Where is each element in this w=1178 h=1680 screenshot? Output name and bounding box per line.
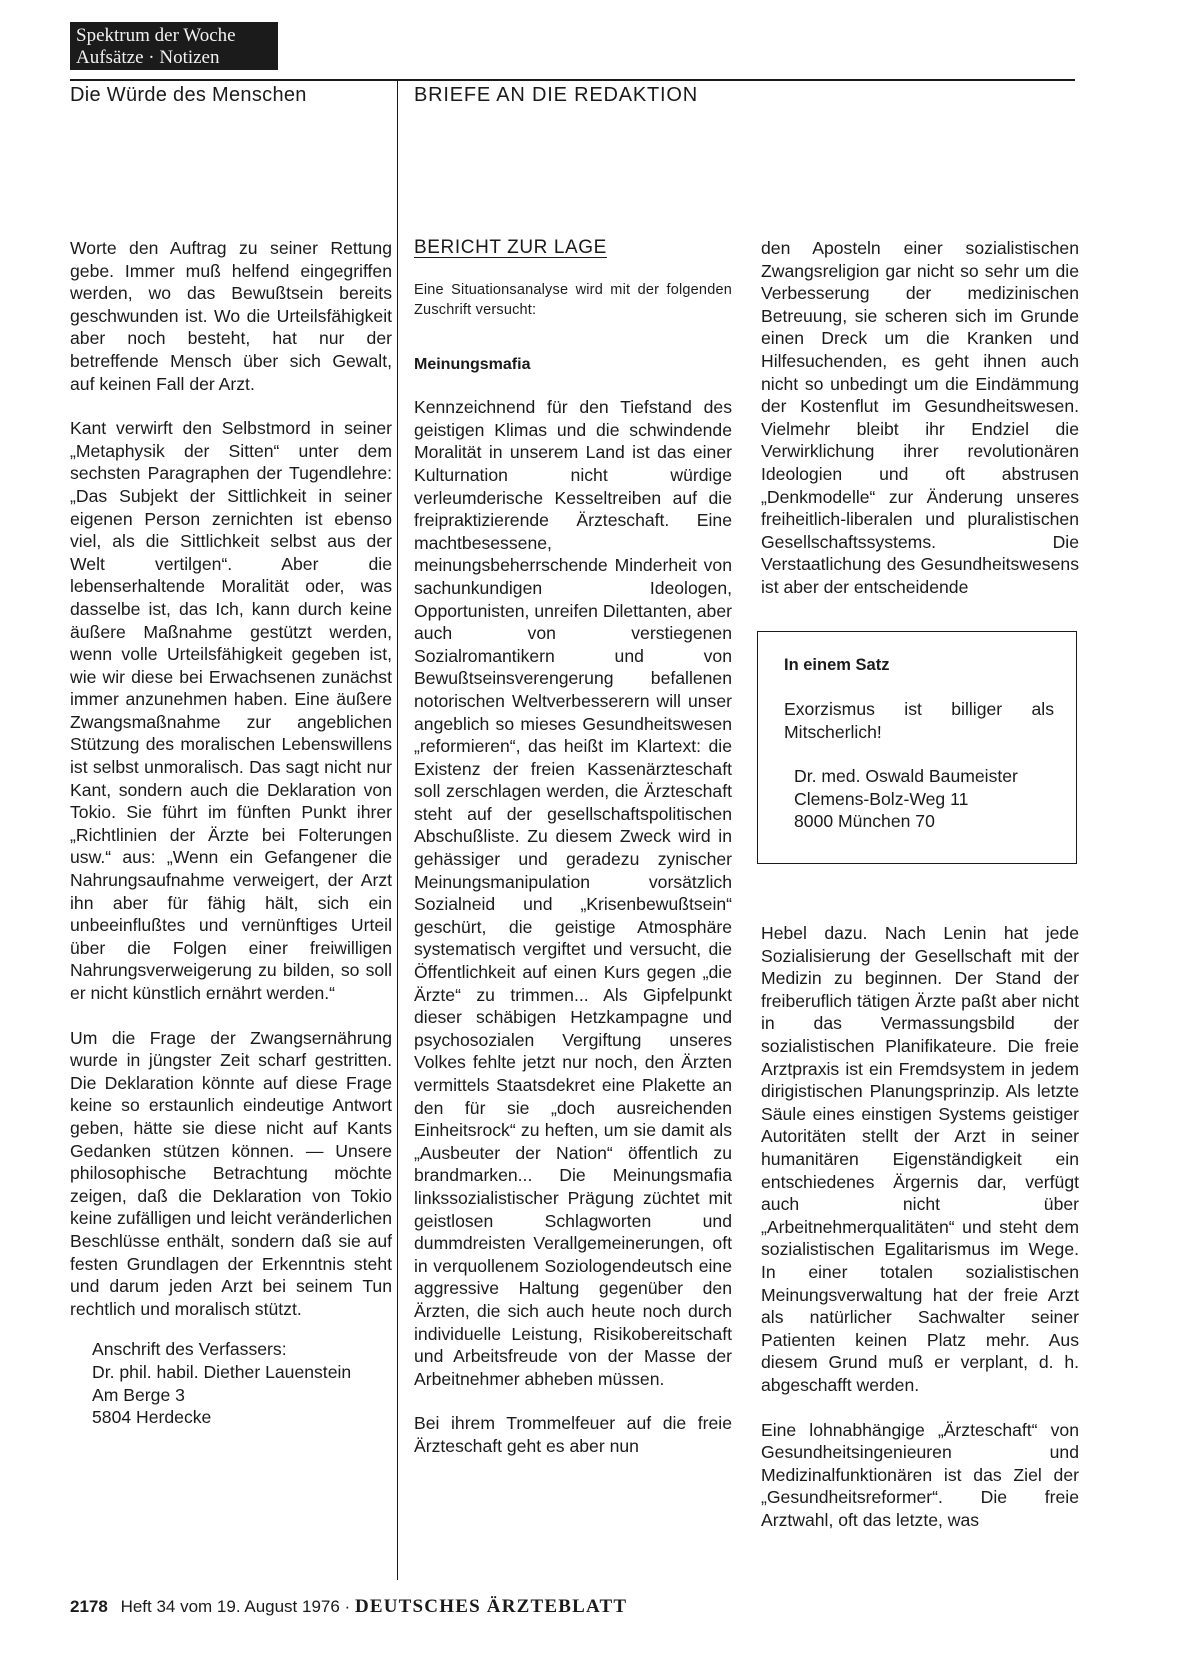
paragraph: Worte den Auftrag zu seiner Rettung gebe. Immer muß helfend eingegriffen werden, wo das Bewußtsein bereits geschwunden ist. Wo die Urteilsfähigkeit aber noch besteht, hat nur der betreffende Mensch über sich Gewalt, auf keinen Fall der Arzt. (70, 238, 392, 394)
box-quote: Exorzismus ist billiger als Mitscherlich! (784, 699, 1054, 742)
paragraph: Um die Frage der Zwangsernährung wurde in jüngster Zeit scharf gestritten. Die Deklaration könnte auf diese Frage keine so erstaunlich eindeutige Antwort geben, hätte sie diese nicht auf Kants Gedanken stützen können. — Unsere philosophische Betrachtung möchte zeigen, daß die Deklaration von Tokio keine zufälligen und leicht veränderlichen Beschlüsse enthält, sondern daß sie auf festen Grundlagen der Erkenntnis steht und darum jeden Arzt bei seinem Tun rechtlich und moralisch stützt. (70, 1027, 392, 1319)
paragraph: Kennzeichnend für den Tiefstand des geistigen Klimas und die schwindende Moralität in unserem Land ist das einer Kulturnation nicht würdige verleumderische Kesseltreiben auf die freipraktizierende Ärzteschaft. Eine machtbesessene, meinungsbeherrschende Minderheit von sachunkundigen Ideologen, Opportunisten, unreifen Dilettanten, aber auch von verstiegenen Sozialromantikern und von Bewußtseinsverengerung befallenen notorischen Weltverbesserern will unser angeblich so mieses Gesundheitswesen „reformieren“, das heißt im Klartext: die Existenz der freien Kassenärzteschaft soll zerschlagen werden, die Ärzteschaft steht auf der gesellschaftspolitischen Abschußliste. Zu diesem Zweck wird in gehässiger und geradezu zynischer Meinungsmanipulation vorsätzlich Sozialneid und „Krisenbewußtsein“ geschürt, die geistige Atmosphäre systematisch vergiftet und versucht, die Öffentlichkeit auf einen Kurs gegen „die Ärzte“ zu trimmen... Als Gipfelpunkt dieser schäbigen Hetzkampagne und psychosozialen Vergiftung unseres Volkes fehlte jetzt nur noch, den Ärzten vermittels Staatsdekret eine Plakette an den für sie „doch ausreichenden Einheitsrock“ zu heften, um sie damit als „Ausbeuter der Nation“ öffentlich zu brandmarken... Die Meinungsmafia linkssozialistischer Prägung züchtet mit geistlosen Schlagworten und dummdreisten Verallgemeinerungen, oft in verquollenem Soziologendeutsch eine aggressive Haltung gegenüber den Ärzten, die sich auch heute noch durch individuelle Leistung, Risikobereitschaft und Arbeitsfreude von der Masse der Arbeitnehmer abheben müssen. (414, 397, 732, 1389)
article-title: Die Würde des Menschen (70, 84, 307, 106)
issue-info: Heft 34 vom 19. August 1976 · (120, 1597, 351, 1616)
top-rule (70, 79, 1075, 81)
section-title: BRIEFE AN DIE REDAKTION (414, 84, 699, 106)
letter-subheading: Meinungsmafia (414, 355, 531, 373)
page-number: 2178 (70, 1597, 108, 1616)
section-label-line2: Aufsätze · Notizen (76, 47, 220, 68)
address-line: Dr. phil. habil. Diether Lauenstein (92, 1361, 352, 1382)
address-line: Clemens-Bolz-Weg 11 (794, 788, 969, 809)
letter-column-continued (761, 237, 1079, 1554)
intro-text: Eine Situationsanalyse wird mit der folgenden Zuschrift versucht: (414, 281, 732, 318)
page-footer (70, 1596, 627, 1618)
address-line: 8000 München 70 (794, 811, 935, 832)
column-divider (397, 79, 398, 1580)
magazine-name: DEUTSCHES ÄRZTEBLATT (354, 1596, 628, 1617)
paragraph: den Aposteln einer sozialistischen Zwangsreligion gar nicht so sehr um die Verbesserung der medizinischen Betreuung, sie scheren sich im Grunde einen Dreck um die Kranken und Hilfesuchenden, es geht ihnen auch nicht so unbedingt um die Eindämmung der Kostenflut im Gesundheitswesen. Vielmehr bleibt ihr Endziel die Verwirklichung ihrer revolutionären Ideologien und oft abstrusen „Denkmodelle“ zur Änderung unseres freiheitlich-liberalen und pluralistischen Gesellschaftssystems. Die Verstaatlichung des Gesundheitswesens ist aber der entscheidende (761, 238, 1079, 597)
paragraph: Bei ihrem Trommelfeuer auf die freie Ärzteschaft geht es aber nun (414, 1413, 732, 1456)
box-address (794, 765, 1054, 833)
box-title: In einem Satz (784, 655, 890, 674)
address-line: Dr. med. Oswald Baumeister (794, 766, 1018, 787)
address-line: Anschrift des Verfassers: (92, 1339, 287, 1360)
paragraph: Hebel dazu. Nach Lenin hat jede Sozialisierung der Gesellschaft mit der Medizin zu beginnen. Der Stand der freiberuflich tätigen Ärzte paßt aber nicht in das Vermassungsbild der sozialistischen Planifikateure. Die freie Arztpraxis ist ein Fremdsystem in jedem dirigistischen Planungsprinzip. Als letzte Säule eines einstigen Systems geistiger Autoritäten stellt der Arzt in seiner humanitären Eigenständigkeit ein entschiedenes Ärgernis dar, verfügt auch nicht über „Arbeitnehmerqualitäten“ und steht dem sozialistischen Egalitarismus im Wege. In einer totalen sozialistischen Meinungsverwaltung hat der freie Arzt als natürlicher Sachwalter seiner Patienten keinen Platz mehr. Aus diesem Grund muß er verplant, d. h. abgeschafft werden. (761, 923, 1079, 1395)
article-column (70, 237, 392, 1429)
paragraph: Kant verwirft den Selbstmord in seiner „Metaphysik der Sitten“ unter dem sechsten Paragraphen der Tugendlehre: „Das Subjekt der Sittlichkeit in seiner eigenen Person zernichten ist ebenso viel, als die Sittlichkeit selbst aus der Welt vertilgen“. Aber die lebenserhaltende Moralität oder, was dasselbe ist, das Ich, kann durch keine äußere Maßnahme gestützt werden, wenn volle Urteilsfähigkeit gegeben ist, wie wir diese bei Erwachsenen zunächst immer anzunehmen haben. Eine äußere Zwangsmaßnahme zur angeblichen Stützung des moralischen Lebenswillens ist selbst unmoralisch. Das sagt nicht nur Kant, sondern auch die Deklaration von Tokio. Sie führt im fünften Punkt ihrer „Richtlinien der Ärzte bei Folterungen usw.“ aus: „Wenn ein Gefangener die Nahrungsaufnahme verweigert, der Arzt ihn aber für fähig hält, sich ein unbeeinflußtes und vernünftiges Urteil über die Folgen einer freiwilligen Nahrungsverweigerung zu bilden, so soll er nicht künstlich ernährt werden.“ (70, 418, 392, 1003)
paragraph: Eine lohnabhängige „Ärzteschaft“ von Gesundheitsingenieuren und Medizinalfunktionären ist das Ziel der „Gesundheitsreformer“. Die freie Arztwahl, oft das letzte, was (761, 1419, 1079, 1530)
section-heading: BERICHT ZUR LAGE (414, 237, 607, 258)
section-label-line1: Spektrum der Woche (76, 25, 236, 46)
address-line: Am Berge 3 (92, 1384, 185, 1405)
address-line: 5804 Herdecke (92, 1407, 212, 1428)
section-label (70, 22, 278, 70)
letter-column (414, 237, 732, 1480)
author-address (92, 1338, 392, 1428)
sidebar-box (757, 631, 1077, 865)
